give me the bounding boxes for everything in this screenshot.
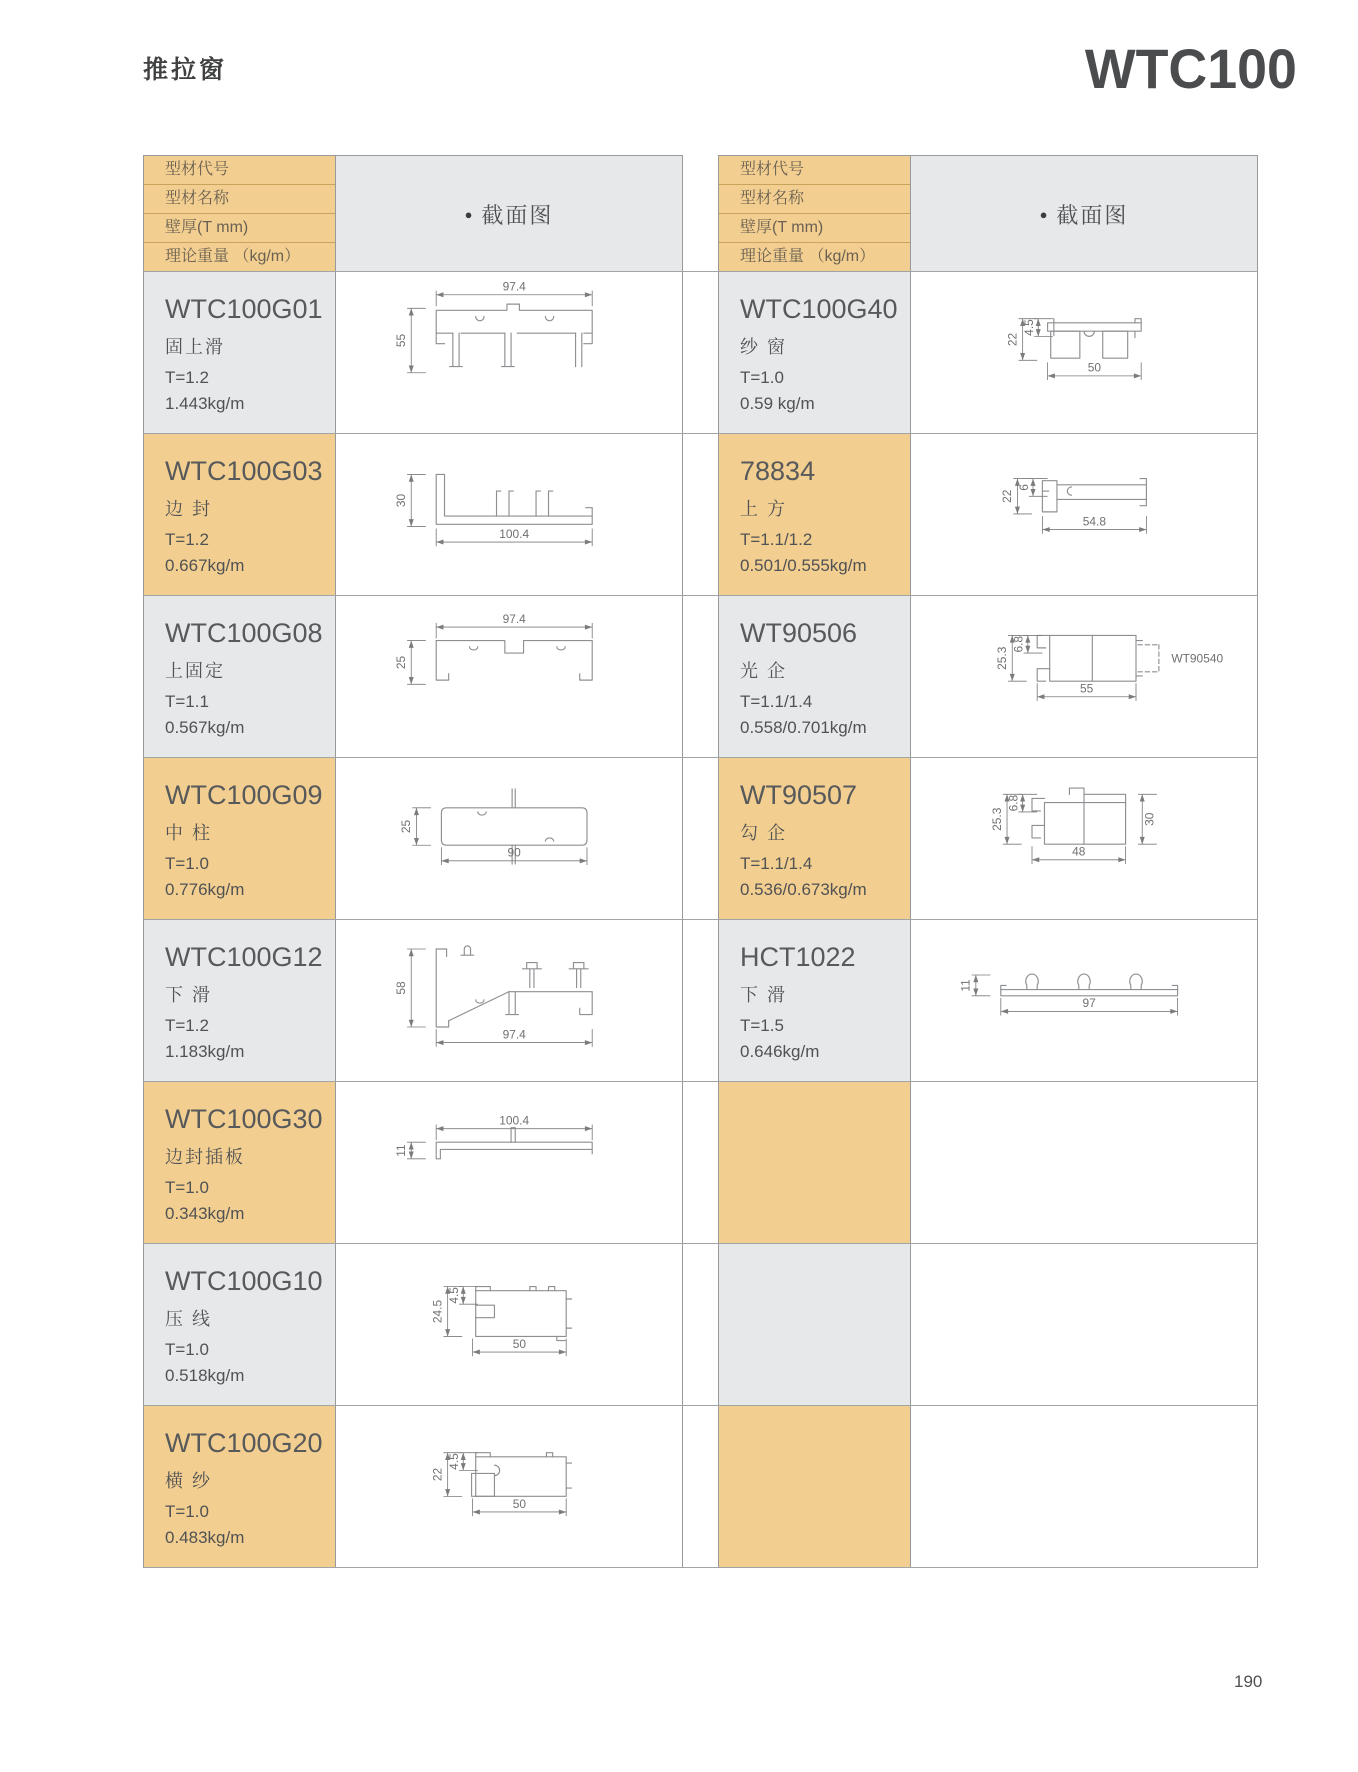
profile-name: 下 滑 <box>740 985 788 1005</box>
section-diagram <box>912 599 1256 755</box>
profile-diagram-cell <box>911 1244 1257 1406</box>
header-label-column <box>144 156 336 272</box>
profile-diagram-cell <box>911 1406 1257 1568</box>
profile-code: WTC100G40 <box>740 294 898 324</box>
profile-info-cell <box>719 1406 911 1568</box>
svg-text:6.8: 6.8 <box>1006 794 1021 812</box>
profile-diagram-cell <box>336 1406 682 1568</box>
svg-text:50: 50 <box>1087 360 1102 375</box>
section-diagram <box>337 1409 681 1565</box>
profile-info-cell <box>719 920 911 1082</box>
section-diagram-label: 截面图 <box>481 202 554 228</box>
profile-thickness: T=1.1/1.4 <box>740 692 813 711</box>
header-label-column <box>719 156 911 272</box>
profile-diagram-cell <box>911 596 1257 758</box>
profile-thickness: T=1.0 <box>165 1502 209 1521</box>
profile-spec <box>165 689 327 740</box>
profile-row <box>719 434 1257 596</box>
profile-code: HCT1022 <box>740 942 856 972</box>
profile-spec <box>165 851 327 902</box>
profile-info-cell <box>144 1244 336 1406</box>
profile-tables <box>143 155 1258 1569</box>
profile-spec <box>740 1013 902 1064</box>
profile-thickness: T=1.0 <box>165 1178 209 1197</box>
table-header <box>719 156 1257 272</box>
profile-name: 上固定 <box>165 661 225 681</box>
profile-info-cell <box>144 596 336 758</box>
svg-text:11: 11 <box>958 979 973 992</box>
profile-spec <box>165 1337 327 1388</box>
series-title: WTC100 <box>1084 37 1297 100</box>
profile-code: WTC100G12 <box>165 942 323 972</box>
svg-text:6: 6 <box>1016 484 1031 491</box>
header-row-label: 型材代号 <box>719 156 910 185</box>
profile-weight: 0.667kg/m <box>165 555 245 575</box>
svg-text:4.5: 4.5 <box>447 1287 462 1304</box>
profile-thickness: T=1.2 <box>165 530 209 549</box>
profile-info-cell <box>144 272 336 434</box>
profile-thickness: T=1.1 <box>165 692 209 711</box>
profile-spec <box>165 365 327 416</box>
section-diagram-header <box>911 156 1257 272</box>
svg-text:22: 22 <box>1000 489 1015 503</box>
profile-spec <box>740 851 902 902</box>
profile-spec <box>165 527 327 578</box>
header-row-label: 理论重量 （kg/m） <box>144 243 335 272</box>
svg-text:48: 48 <box>1072 844 1086 859</box>
profile-row <box>144 596 682 758</box>
profile-row <box>719 1244 1257 1406</box>
section-diagram <box>912 437 1256 593</box>
svg-text:58: 58 <box>394 981 408 995</box>
profile-diagram-cell <box>336 1244 682 1406</box>
svg-text:55: 55 <box>1079 681 1094 696</box>
svg-text:30: 30 <box>1142 812 1157 826</box>
svg-text:50: 50 <box>512 1336 527 1351</box>
svg-text:50: 50 <box>512 1496 527 1511</box>
profile-diagram-cell <box>911 1082 1257 1244</box>
header-row-label: 型材代号 <box>144 156 335 185</box>
page-number: 190 <box>1234 1672 1263 1691</box>
profile-row <box>719 1082 1257 1244</box>
svg-text:97.4: 97.4 <box>502 611 526 626</box>
right-profile-table <box>718 155 1258 1568</box>
profile-weight: 0.518kg/m <box>165 1365 245 1385</box>
profile-diagram-cell <box>911 272 1257 434</box>
profile-row <box>144 758 682 920</box>
profile-weight: 0.501/0.555kg/m <box>740 555 867 575</box>
profile-code: WTC100G20 <box>165 1428 323 1458</box>
profile-row <box>144 1406 682 1568</box>
section-diagram-header <box>336 156 682 272</box>
profile-spec <box>740 689 902 740</box>
profile-weight: 0.343kg/m <box>165 1203 245 1223</box>
profile-row <box>144 920 682 1082</box>
profile-info-cell <box>719 1244 911 1406</box>
svg-text:22: 22 <box>1005 332 1020 347</box>
svg-text:97.4: 97.4 <box>502 1027 526 1042</box>
profile-name: 勾 企 <box>740 823 788 843</box>
profile-code: WT90507 <box>740 780 858 810</box>
profile-weight: 0.776kg/m <box>165 879 245 899</box>
profile-row <box>719 596 1257 758</box>
profile-info-cell <box>719 1082 911 1244</box>
profile-thickness: T=1.0 <box>740 368 784 387</box>
profile-row <box>144 272 682 434</box>
profile-name: 纱 窗 <box>740 337 788 357</box>
profile-weight: 1.183kg/m <box>165 1041 245 1061</box>
section-diagram <box>337 275 681 431</box>
header-row-label: 理论重量 （kg/m） <box>719 243 910 272</box>
profile-name: 边 封 <box>165 499 213 519</box>
profile-spec <box>165 1499 327 1550</box>
svg-text:97.4: 97.4 <box>502 279 526 294</box>
svg-text:11: 11 <box>394 1144 408 1157</box>
svg-text:54.8: 54.8 <box>1082 514 1107 529</box>
profile-thickness: T=1.1/1.4 <box>740 854 813 873</box>
header-row-label: 壁厚(T mm) <box>144 214 335 243</box>
profile-name: 压 线 <box>165 1309 213 1329</box>
header-row-label: 型材名称 <box>144 185 335 214</box>
profile-diagram-cell <box>911 434 1257 596</box>
header-row-label: 型材名称 <box>719 185 910 214</box>
profile-spec <box>165 1013 327 1064</box>
profile-weight: 0.558/0.701kg/m <box>740 717 867 737</box>
page-category: 推拉窗 <box>143 56 228 84</box>
svg-text:4.5: 4.5 <box>447 1453 462 1470</box>
profile-name: 光 企 <box>740 661 788 681</box>
profile-row <box>144 1244 682 1406</box>
profile-weight: 0.483kg/m <box>165 1527 245 1547</box>
profile-info-cell <box>719 434 911 596</box>
profile-row <box>144 434 682 596</box>
profile-info-cell <box>144 1082 336 1244</box>
profile-weight: 0.536/0.673kg/m <box>740 879 867 899</box>
profile-name: 固上滑 <box>165 337 225 357</box>
profile-info-cell <box>719 758 911 920</box>
section-diagram <box>912 275 1256 431</box>
profile-diagram-cell <box>911 758 1257 920</box>
section-diagram <box>337 599 681 755</box>
profile-thickness: T=1.0 <box>165 854 209 873</box>
left-profile-table <box>143 155 683 1568</box>
header-row-label: 壁厚(T mm) <box>719 214 910 243</box>
section-diagram <box>912 923 1256 1079</box>
profile-info-cell <box>144 758 336 920</box>
profile-weight: 0.646kg/m <box>740 1041 820 1061</box>
profile-row <box>144 1082 682 1244</box>
profile-spec <box>740 365 902 416</box>
svg-text:100.4: 100.4 <box>499 526 530 541</box>
profile-spec <box>165 1175 327 1226</box>
svg-text:22: 22 <box>430 1467 445 1482</box>
profile-code: WTC100G30 <box>165 1104 323 1134</box>
bullet-icon: ● <box>464 206 473 222</box>
profile-thickness: T=1.2 <box>165 368 209 387</box>
profile-name: 横 纱 <box>165 1471 213 1491</box>
profile-info-cell <box>719 272 911 434</box>
profile-thickness: T=1.0 <box>165 1340 209 1359</box>
profile-thickness: T=1.1/1.2 <box>740 530 813 549</box>
profile-info-cell <box>144 920 336 1082</box>
section-diagram <box>337 1247 681 1403</box>
section-diagram <box>337 923 681 1079</box>
profile-row <box>719 272 1257 434</box>
profile-code: WTC100G10 <box>165 1266 323 1296</box>
svg-text:55: 55 <box>394 333 408 348</box>
table-header <box>144 156 682 272</box>
mating-profile-note: WT90540 <box>1171 651 1224 666</box>
profile-code: WTC100G08 <box>165 618 323 648</box>
profile-spec <box>740 527 902 578</box>
profile-thickness: T=1.2 <box>165 1016 209 1035</box>
section-diagram-label: 截面图 <box>1056 202 1129 228</box>
bullet-icon: ● <box>1039 206 1048 222</box>
profile-diagram-cell <box>911 920 1257 1082</box>
profile-diagram-cell <box>336 758 682 920</box>
svg-text:6.8: 6.8 <box>1011 635 1026 653</box>
profile-info-cell <box>144 434 336 596</box>
svg-text:25: 25 <box>394 655 408 670</box>
profile-diagram-cell <box>336 272 682 434</box>
profile-code: WTC100G09 <box>165 780 323 810</box>
profile-code: 78834 <box>740 456 816 486</box>
svg-text:4.5: 4.5 <box>1022 319 1037 336</box>
svg-text:25.3: 25.3 <box>995 646 1009 670</box>
section-diagram <box>337 1085 681 1241</box>
section-diagram <box>912 761 1256 917</box>
section-diagram <box>337 761 681 917</box>
profile-weight: 0.567kg/m <box>165 717 245 737</box>
svg-text:90: 90 <box>507 845 521 860</box>
profile-name: 边封插板 <box>165 1147 245 1167</box>
profile-row <box>719 1406 1257 1568</box>
svg-text:24.5: 24.5 <box>430 1299 445 1324</box>
profile-name: 上 方 <box>740 499 788 519</box>
profile-thickness: T=1.5 <box>740 1016 784 1035</box>
profile-info-cell <box>144 1406 336 1568</box>
profile-weight: 0.59 kg/m <box>740 393 815 413</box>
profile-code: WTC100G01 <box>165 294 323 324</box>
profile-info-cell <box>719 596 911 758</box>
profile-diagram-cell <box>336 1082 682 1244</box>
profile-name: 下 滑 <box>165 985 213 1005</box>
section-diagram <box>337 437 681 593</box>
svg-text:100.4: 100.4 <box>499 1113 530 1128</box>
profile-weight: 1.443kg/m <box>165 393 245 413</box>
profile-diagram-cell <box>336 920 682 1082</box>
profile-code: WT90506 <box>740 618 858 648</box>
profile-diagram-cell <box>336 434 682 596</box>
profile-row <box>719 920 1257 1082</box>
profile-name: 中 柱 <box>165 823 213 843</box>
svg-text:97: 97 <box>1082 996 1096 1011</box>
svg-text:30: 30 <box>394 493 408 508</box>
svg-text:25: 25 <box>399 819 414 834</box>
profile-code: WTC100G03 <box>165 456 323 486</box>
svg-text:25.3: 25.3 <box>989 807 1004 831</box>
profile-row <box>719 758 1257 920</box>
profile-diagram-cell <box>336 596 682 758</box>
